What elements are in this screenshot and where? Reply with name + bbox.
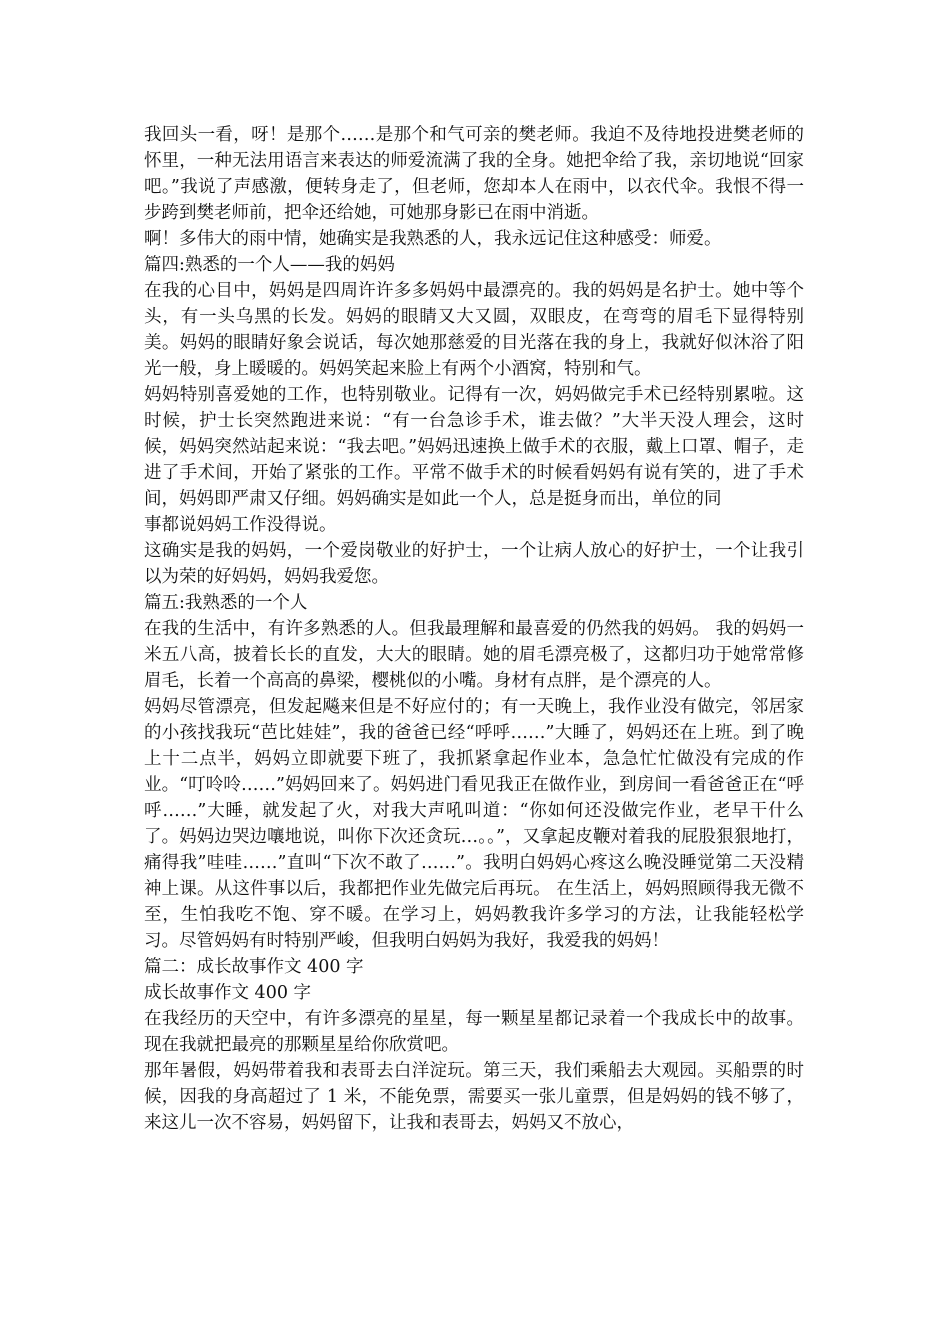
paragraph-summer-trip: 那年暑假，妈妈带着我和表哥去白洋淀玩。第三天，我们乘船去大观园。买船票的时候，因我的身高超过了 1 米，不能免票，需要买一张儿童票，但是妈妈的钱不够了，来这儿一次不容易，妈妈留下，让我和表哥去，妈妈又不放心， [144,1061,804,1133]
section-heading-5: 篇五:我熟悉的一个人 [144,593,308,613]
paragraph-mother-looks: 在我的心目中，妈妈是四周许许多多妈妈中最漂亮的。我的妈妈是名护士。她中等个头，有一头乌黑的长发。妈妈的眼睛又大又圆，双眼皮，在弯弯的眉毛下显得特别美。妈妈的眼睛好象会说话，每次她那慈爱的目光落在我的身上，我就好似沐浴了阳光一般，身上暖暖的。妈妈笑起来脸上有两个小酒窝，特别和气。 [144,281,804,379]
paragraph-stars: 在我经历的天空中，有许多漂亮的星星，每一颗星星都记录着一个我成长中的故事。现在我就把最亮的那颗星星给你欣赏吧。 [144,1009,804,1055]
section-heading-2: 篇二：成长故事作文 400 字 [144,957,364,977]
paragraph-homework-story: 妈妈尽管漂亮，但发起飚来但是不好应付的；有一天晚上，我作业没有做完，邻居家的小孩找我玩“芭比娃娃”，我的爸爸已经“呼呼……”大睡了，妈妈还在上班。到了晚上十二点半，妈妈立即就要下班了，我抓紧拿起作业本，急急忙忙做没有完成的作业。“叮呤呤……”妈妈回来了。妈妈进门看见我正在做作业，到房间一看爸爸正在“呼呼……”大睡，就发起了火，对我大声吼叫道：“你如何还没做完作业，老早干什么了。妈妈边哭边嚷地说，叫你下次还贪玩…。。”，又拿起皮鞭对着我的屁股狠狠地打，痛得我”哇哇……”直叫“下次不敢了……”。我明白妈妈心疼这么晚没睡觉第二天没精神上课。从这件事以后，我都把作业先做完后再玩。 在生活上，妈妈照顾得我无微不至，生怕我吃不饱、穿不暖。在学习上，妈妈教我许多学习的方法，让我能轻松学习。尽管妈妈有时特别严峻，但我明白妈妈为我好，我爱我的妈妈！ [144,697,804,951]
essay-title: 成长故事作文 400 字 [144,983,312,1003]
paragraph-mother-work-cont: 事都说妈妈工作没得说。 [144,515,337,535]
paragraph-familiar-mother: 在我的生活中，有许多熟悉的人。但我最理解和最喜爱的仍然我的妈妈。 我的妈妈一米五八高，披着长长的直发，大大的眼睛。她的眉毛漂亮极了，这都归功于她常常修眉毛，长着一个高高的鼻梁，樱桃似的小嘴。身材有点胖，是个漂亮的人。 [144,619,804,691]
document-body [144,122,804,1136]
paragraph-mother-love: 这确实是我的妈妈，一个爱岗敬业的好护士，一个让病人放心的好护士，一个让我引以为荣的好妈妈，妈妈我爱您。 [144,541,804,587]
section-heading-4: 篇四:熟悉的一个人——我的妈妈 [144,255,395,275]
paragraph-rain-feeling: 啊！多伟大的雨中情，她确实是我熟悉的人，我永远记住这种感受：师爱。 [144,229,722,249]
paragraph-mother-work: 妈妈特别喜爱她的工作，也特别敬业。记得有一次，妈妈做完手术已经特别累啦。这时候，护士长突然跑进来说：“有一台急诊手术，谁去做？”大半天没人理会，这时候，妈妈突然站起来说：“我去吧。”妈妈迅速换上做手术的衣服，戴上口罩、帽子，走进了手术间，开始了紧张的工作。平常不做手术的时候看妈妈有说有笑的，进了手术间，妈妈即严肃又仔细。妈妈确实是如此一个人，总是挺身而出，单位的同 [144,385,804,509]
paragraph-rain-teacher: 我回头一看，呀！是那个……是那个和气可亲的樊老师。我迫不及待地投进樊老师的怀里，一种无法用语言来表达的师爱流满了我的全身。她把伞给了我，亲切地说“回家吧。”我说了声感激，便转身走了，但老师，您却本人在雨中，以衣代伞。我恨不得一步跨到樊老师前，把伞还给她，可她那身影已在雨中消逝。 [144,125,804,223]
